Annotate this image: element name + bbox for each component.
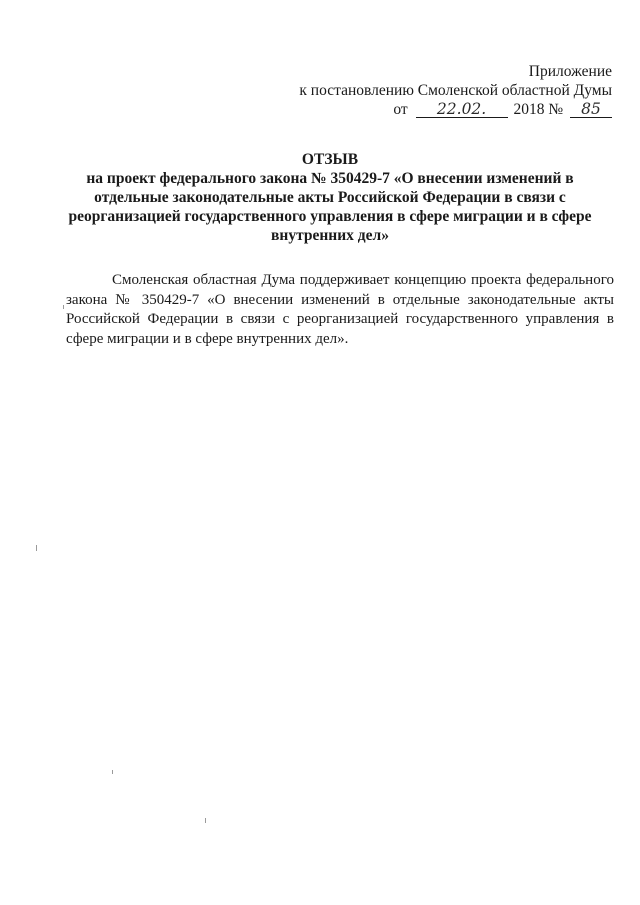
appendix-header: [299, 62, 612, 119]
body-paragraph: Смоленская областная Дума поддерживает концепцию проекта федерального закона № 350429-7 «О внесении изменений в отдельные законодательные акты Российской Федерации в связи с реорганизацией государственного управления в сфере миграции и в сфере внутренних дел».: [66, 272, 614, 347]
year-number-label: 2018 №: [513, 101, 564, 118]
handwritten-number: 85: [570, 101, 612, 118]
resolution-reference: к постановлению Смоленской областной Думы: [299, 82, 612, 99]
from-prefix: от: [393, 101, 408, 118]
title-line: на проект федерального закона № 350429-7 «О внесении изменений в: [86, 170, 574, 187]
date-number-line: [299, 100, 612, 119]
scan-speck: [112, 770, 113, 774]
scan-speck: [63, 305, 64, 309]
scan-speck: [205, 818, 206, 823]
title-line: внутренних дел»: [271, 227, 389, 244]
title-heading: ОТЗЫВ: [301, 151, 359, 168]
appendix-label: Приложение: [528, 63, 612, 80]
scan-speck: [36, 545, 37, 551]
title-line: реорганизацией государственного управления в сфере миграции и в сфере: [68, 208, 592, 225]
title-line: отдельные законодательные акты Российской Федерации в связи с: [94, 189, 566, 206]
document-title: [40, 150, 620, 245]
handwritten-date: 22.02.: [416, 101, 508, 118]
